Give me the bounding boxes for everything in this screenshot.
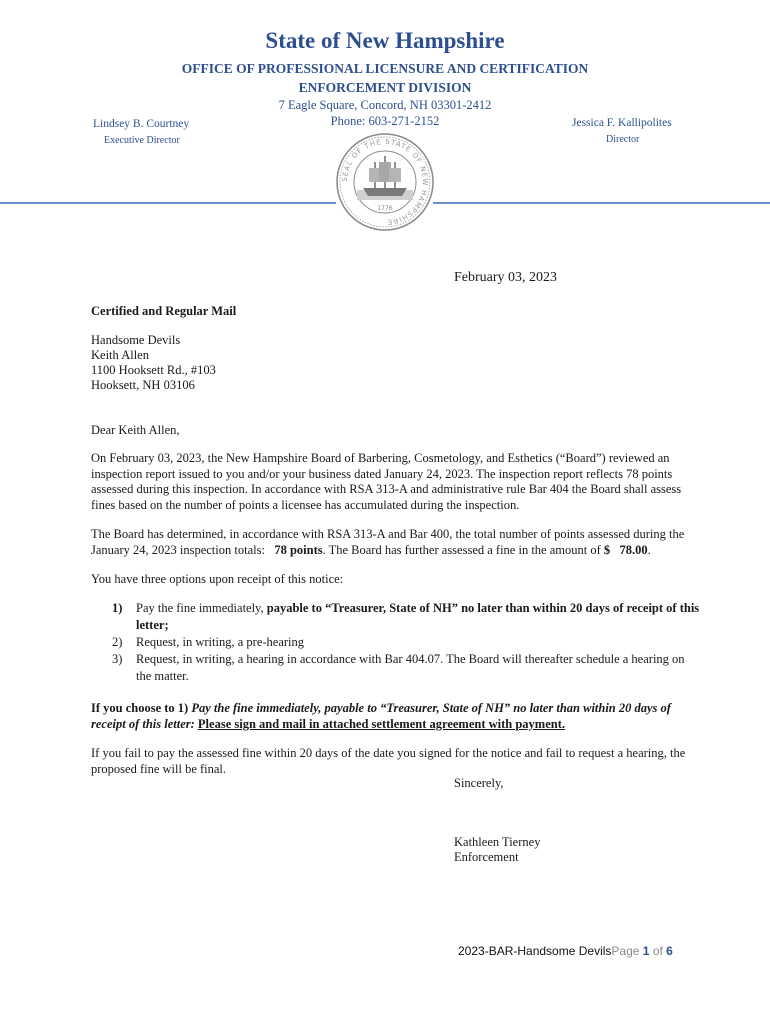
options-list [112,600,700,685]
mail-type [91,304,703,320]
signer-name: Kathleen Tierney [454,835,541,849]
recipient-city: Hooksett, NH 03106 [91,378,195,392]
recipient-street: 1100 Hooksett Rd., #103 [91,363,216,377]
office-line-1: OFFICE OF PROFESSIONAL LICENSURE AND CERTIFICATION [181,61,589,76]
option-1-plain: Pay the fine immediately, [136,601,264,615]
points-total: 78 points [274,542,323,557]
option-1-bold: payable to “Treasurer, State of NH” no later than within 20 days of receipt of this letter; [136,601,700,632]
footer-page-number: 1 [642,944,650,958]
option-2-number: 2) [112,635,123,649]
choose-lead: If you choose to 1) [91,701,189,715]
signature-block [454,835,540,865]
footer-page-word: Page [611,944,640,958]
page-footer [458,944,673,958]
header-rule-left [0,202,336,204]
options-intro: You have three options upon receipt of this notice: [91,572,344,586]
footer-doc-id: 2023-BAR-Handsome Devils [458,944,612,958]
seal-year: 1776 [377,205,393,212]
footer-of-word: of [652,944,663,958]
paragraph-choose-option-1 [91,701,703,732]
director-title: Director [606,134,640,145]
paragraph-failure: If you fail to pay the assessed fine within 20 days of the date you signed for the notice and fail to request a hearing, the proposed fine will be final. [91,746,686,776]
footer-page-total: 6 [666,944,673,958]
option-2-text: Request, in writing, a pre-hearing [136,635,305,649]
option-3-text: Request, in writing, a hearing in accordance with Bar 404.07. The Board will thereafter schedule a hearing on the matter. [136,652,685,683]
office-line-2: ENFORCEMENT DIVISION [298,80,472,95]
letterhead-title: State of New Hampshire [265,28,505,53]
points-text-c: . [647,542,651,557]
option-pay-fine [112,600,700,634]
fine-amount: $ 78.00 [603,542,648,557]
signer-title: Enforcement [454,850,519,864]
option-1-number: 1) [112,601,123,615]
option-pre-hearing [112,634,700,651]
office-phone: Phone: 603-271-2152 [330,114,440,128]
seal-ring-text: SEAL OF THE STATE OF NEW HAMPSHIRE [340,137,430,227]
salutation: Dear Keith Allen, [91,423,180,437]
header-rule-right [433,202,770,204]
recipient-business: Handsome Devils [91,333,181,347]
points-text-a: The Board has determined, in accordance with RSA 313-A and Bar 400, the total number of points assessed during the January 24, 2023 inspection totals: [91,527,685,557]
recipient-address [91,333,703,393]
office-name [0,59,770,97]
executive-director-title: Executive Director [104,135,180,146]
executive-director-name: Lindsey B. Courtney [93,118,190,130]
option-3-number: 3) [112,652,123,666]
option-hearing [112,651,700,685]
closing: Sincerely, [454,776,504,790]
paragraph-points [91,527,703,558]
points-text-b: . The Board has further assessed a fine in the amount of [322,542,601,557]
director-name: Jessica F. Kallipolites [572,117,672,129]
office-address: 7 Eagle Square, Concord, NH 03301-2412 [278,98,492,112]
state-seal-icon [335,132,435,232]
paragraph-inspection: On February 03, 2023, the New Hampshire Board of Barbering, Cosmetology, and Esthetics (“Board”) reviewed an inspection report issued to you and/or your business dated January 24, 2023. The inspection report reflects 78 points assessed during this inspection. In accordance with RSA 313-A and administrative rule Bar 404 the Board shall assess fines based on the number of points a licensee has accumulated during the inspection. [91,451,682,512]
choose-italic: Pay the fine immediately, payable to “Treasurer, State of NH” no later than within 20 days of receipt of this letter: [91,701,671,731]
recipient-name: Keith Allen [91,348,149,362]
letter-date: February 03, 2023 [454,270,558,285]
mail-type-label: Certified and Regular Mail [91,304,237,318]
choose-instruction: Please sign and mail in attached settlement agreement with payment. [197,716,566,731]
